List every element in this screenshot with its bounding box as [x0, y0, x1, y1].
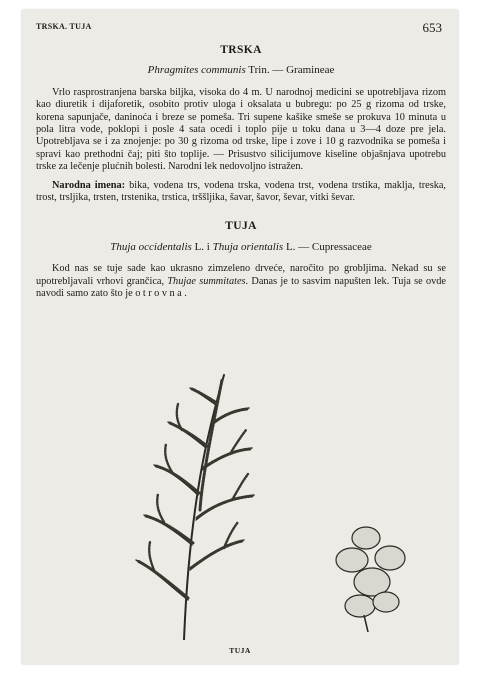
tuja-connector: L. i [191, 240, 213, 253]
tuja-text-b: . Danas je to sasvim napušten lek. Tuja se ovde navodi samo zato što je [36, 275, 446, 300]
trska-title: TRSKA [220, 44, 262, 56]
folk-names-label: Narodna imena: [52, 179, 126, 191]
tuja-description [36, 263, 446, 300]
tuja-text-spaced: otrovna [135, 288, 185, 300]
tuja-author-family: L. — Cupressaceae [283, 240, 372, 253]
page-content [36, 44, 446, 307]
book-page [22, 10, 458, 664]
figure-caption: TUJA [229, 646, 251, 655]
tuja-text-italic: Thujae summitates [167, 275, 246, 287]
tuja-latin-name [36, 241, 446, 253]
running-head: TRSKA. TUJA [36, 22, 92, 31]
trska-author-family: Trin. — Gramineae [245, 64, 335, 77]
thuja-cone-drawing [336, 527, 405, 632]
tuja-title: TUJA [225, 220, 257, 233]
tuja-species-1: Thuja occidentalis [110, 240, 192, 253]
tuja-text-a: Kod nas se tuje sade kao ukrasno zimzeleno drveće, naročito po grobljima. Nekad su se upotrebljavali vrhovi grančica, [36, 263, 446, 287]
trska-species: Phragmites communis [147, 64, 246, 77]
thuja-illustration [114, 370, 454, 640]
trska-latin-name [36, 64, 446, 76]
tuja-text-end: . [184, 288, 187, 300]
trska-description: Vrlo rasprostranjena barska biljka, visoka do 4 m. U narodnoj medicini se upotrebljava rizom kao diuretik i dijaforetik, osobito protiv uloga i oksalata u bubregu: po 25 g rizoma od trske, korena sapunjače, daninoća i breze se pomeša. Tri supene kašike smeše se prokuva 10 minuta u pola litra vode, poklopi i posle 4 sata ocedi i toplo pije u toku dana u 3—4 doze pre jela. Upotrebljava se i za znojenje: po 30 g rizoma od trske, lipe i zove i 10 g razvodnika se pomeša i spravi kao prethodni čaj; piti što toplije. — Prisustvo silicijumove kiseline objašnjava upotrebu trske za lečenje plućnih bolesti. Narodni lek nedovoljno istražen. [36, 86, 446, 173]
trska-folk-names [36, 180, 446, 205]
thuja-branch-drawing [136, 375, 254, 640]
page-number: 653 [422, 20, 442, 35]
folk-names-list: bika, vodena trs, vodena trska, vodena trst, vodena trstika, maklja, treska, trost, trsljika, trsten, trstenika, trstica, trššljika, šavar, šavor, ševar, vitki ševar. [36, 179, 446, 204]
tuja-species-2: Thuja orientalis [212, 240, 284, 253]
